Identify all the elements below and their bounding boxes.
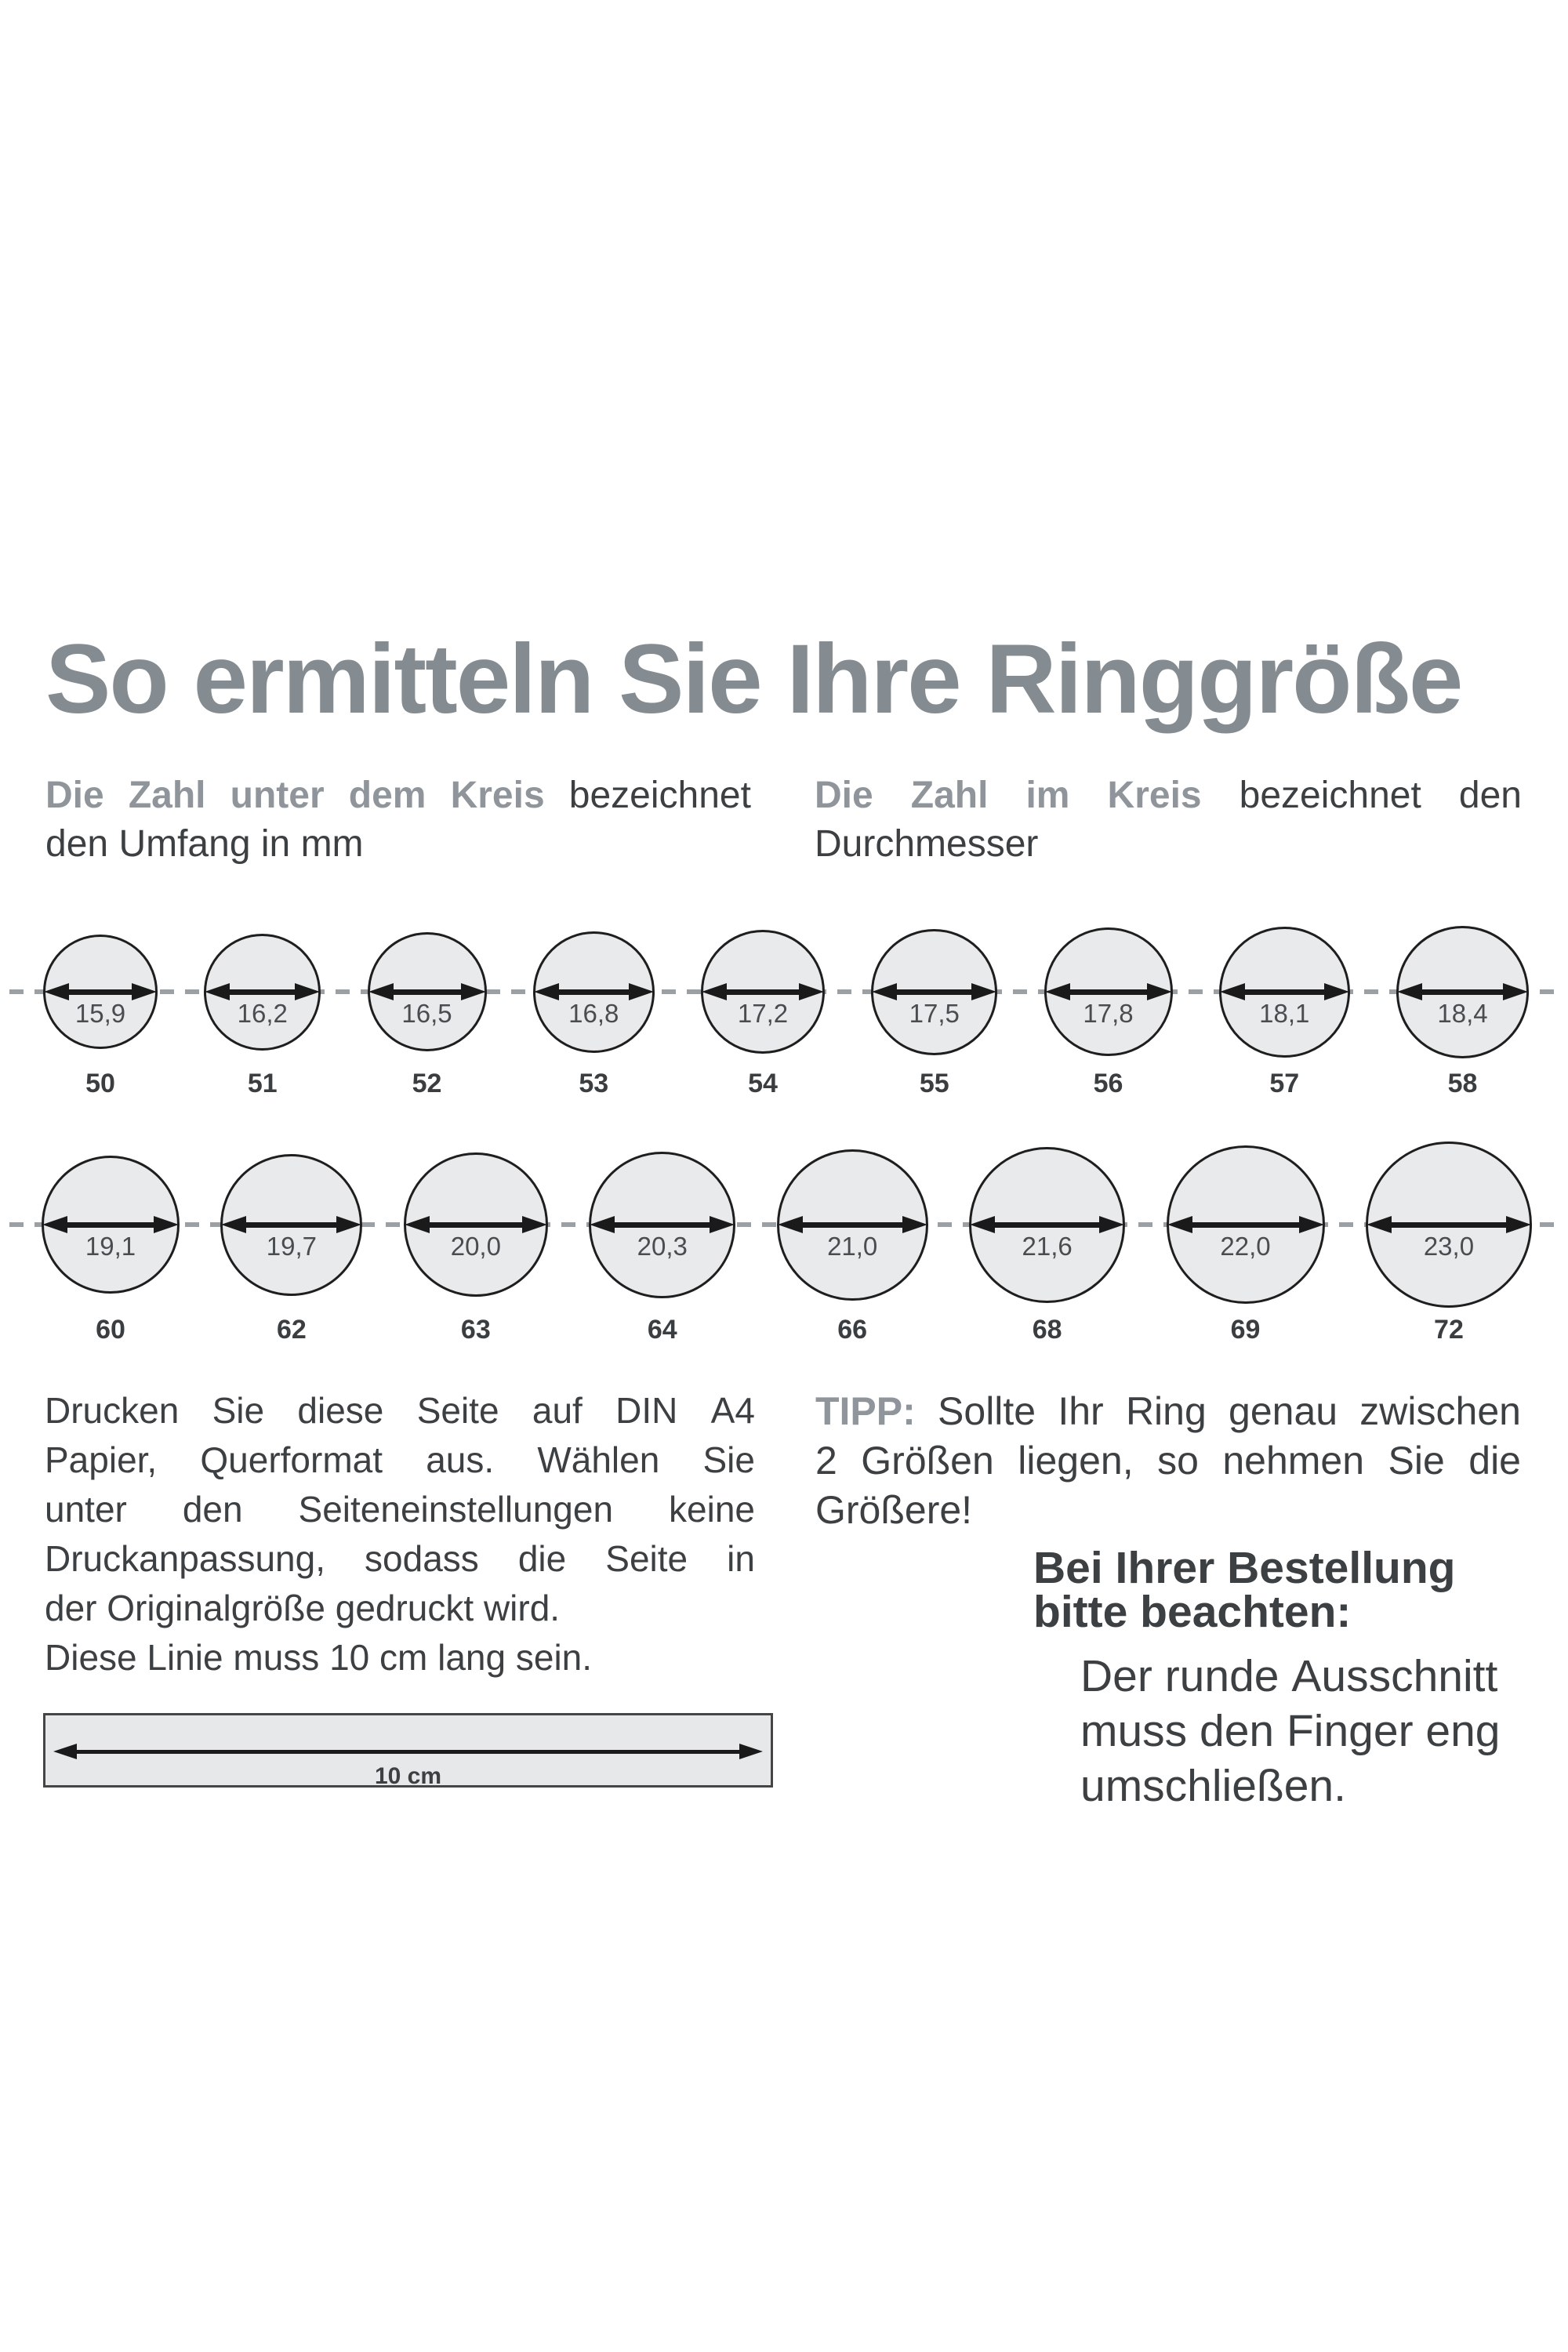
text-word: 2 (815, 1439, 837, 1483)
circle-slot (871, 925, 997, 1058)
text-word: wird. (483, 1588, 561, 1628)
text-word: Papier, (45, 1439, 158, 1480)
text-line (815, 1387, 1521, 1436)
circle-slot (42, 1142, 180, 1308)
diameter-mm-value: 20,3 (637, 1232, 688, 1261)
lead-text: Die (815, 775, 873, 816)
text-word: so (1157, 1439, 1199, 1483)
text-line (815, 1486, 1521, 1535)
arrow-right-head-icon (154, 1216, 179, 1233)
diameter-mm-value: 16,2 (237, 999, 288, 1028)
ring-cutout-circle (1167, 1145, 1325, 1304)
text-word: Größere! (815, 1488, 973, 1532)
arrow-left-head-icon (1045, 983, 1070, 1000)
ring-cutout-circle (1366, 1142, 1532, 1308)
text-word: aus. (426, 1439, 495, 1480)
arrow-left-head-icon (778, 1216, 803, 1233)
print-instructions (45, 1386, 755, 1682)
ruler-length-label: 10 cm (374, 1763, 442, 1789)
text-word: Seiteneinstellungen (298, 1489, 614, 1530)
text-word: Sie (1388, 1439, 1445, 1483)
text-word: den (1458, 775, 1522, 816)
text-word: keine (669, 1489, 755, 1530)
text-line (45, 1534, 755, 1584)
circumference-size-value: 69 (1230, 1315, 1261, 1345)
text-word: den (1200, 1706, 1275, 1756)
text-word: sodass (365, 1538, 479, 1579)
text-line (1080, 1759, 1501, 1813)
diameter-arrow-icon (44, 983, 157, 1000)
ring-cutout-circle (204, 934, 321, 1051)
arrow-left-head-icon (1397, 983, 1422, 1000)
text-line (1080, 1704, 1501, 1759)
text-word: genau (1229, 1389, 1338, 1433)
text-line (45, 1386, 755, 1436)
circle-slot (1366, 1142, 1532, 1308)
arrow-shaft (245, 1222, 338, 1228)
arrow-shaft (66, 1222, 155, 1228)
circumference-size-value: 72 (1434, 1315, 1464, 1345)
diameter-arrow-icon (42, 1216, 179, 1233)
text-word: den (182, 1489, 243, 1530)
text-word: Linie (147, 1637, 223, 1678)
circumference-size-value: 66 (837, 1315, 868, 1345)
arrow-left-head-icon (702, 983, 727, 1000)
text-word: in (260, 823, 291, 865)
ring-size-item (1167, 1142, 1325, 1345)
text-word: Ihrer (1115, 1543, 1215, 1593)
circumference-size-value: 63 (460, 1315, 491, 1345)
circle-slot (1219, 925, 1350, 1058)
text-word: Sie (212, 1390, 265, 1431)
text-word: gedruckt (335, 1588, 474, 1628)
text-word: auf (532, 1390, 583, 1431)
text-word: lang (437, 1637, 506, 1678)
ring-cutout-circle (533, 931, 655, 1053)
ring-size-item (43, 925, 158, 1099)
arrow-shaft (1421, 989, 1504, 995)
arrow-right-head-icon (799, 983, 824, 1000)
arrow-right-head-icon (739, 1744, 763, 1759)
text-word: muss (233, 1637, 320, 1678)
diameter-arrow-icon (702, 983, 824, 1000)
text-word: Originalgröße (107, 1588, 325, 1628)
diameter-arrow-icon (1397, 983, 1528, 1000)
ring-size-row-2 (42, 1142, 1532, 1345)
text-line (45, 1584, 755, 1633)
diameter-mm-value: 19,7 (266, 1232, 318, 1261)
text-word: die (517, 1538, 567, 1579)
arrow-shaft (725, 989, 800, 995)
tip-note (815, 1387, 1521, 1535)
ring-size-item (1044, 925, 1173, 1099)
text-word: die (1468, 1439, 1521, 1483)
circumference-size-value: 51 (247, 1069, 278, 1098)
ring-size-item (1396, 925, 1529, 1099)
circle-slot (43, 925, 158, 1058)
order-note-body (1080, 1649, 1501, 1813)
arrow-shaft (1243, 989, 1326, 995)
text-word: Seite (416, 1390, 499, 1431)
ring-size-item (701, 925, 825, 1099)
diameter-mm-value: 16,5 (401, 999, 452, 1028)
arrow-left-head-icon (44, 983, 69, 1000)
text-word: Sie (702, 1439, 755, 1480)
text-word: den (45, 823, 109, 865)
arrow-right-head-icon (1147, 983, 1172, 1000)
text-word: diese (297, 1390, 384, 1431)
ruler-arrow-icon (53, 1744, 763, 1759)
ring-size-item (368, 925, 487, 1099)
ring-size-item (1219, 925, 1350, 1099)
arrow-left-head-icon (1167, 1216, 1192, 1233)
arrow-left-head-icon (42, 1216, 67, 1233)
ring-cutout-circle (589, 1152, 735, 1298)
diameter-arrow-icon (778, 1216, 927, 1233)
lead-text: Zahl (910, 775, 989, 816)
circumference-size-value: 68 (1032, 1315, 1062, 1345)
arrow-shaft (895, 989, 973, 995)
diameter-arrow-icon (534, 983, 654, 1000)
circle-slot (1167, 1142, 1325, 1308)
text-word: Querformat (200, 1439, 383, 1480)
circle-slot (1044, 925, 1173, 1058)
ring-cutout-circle (404, 1152, 548, 1297)
arrow-shaft (228, 989, 296, 995)
arrow-left-head-icon (534, 983, 559, 1000)
circumference-size-value: 52 (412, 1069, 442, 1098)
arrow-right-head-icon (132, 983, 157, 1000)
diameter-mm-value: 19,1 (85, 1232, 136, 1261)
arrow-shaft (1191, 1222, 1301, 1228)
text-word: Seite (605, 1538, 688, 1579)
text-word: Sollte (938, 1389, 1036, 1433)
text-word: in (727, 1538, 755, 1579)
text-word: Der (1080, 1651, 1152, 1701)
diameter-mm-value: 20,0 (450, 1232, 501, 1261)
arrow-shaft (1069, 989, 1149, 995)
ring-cutout-circle (871, 929, 997, 1055)
circle-slot (1396, 925, 1529, 1058)
text-word: sein. (515, 1637, 593, 1678)
circle-slot (368, 925, 487, 1058)
text-word: Ring (1125, 1389, 1207, 1433)
text-line (45, 1633, 755, 1682)
diameter-mm-value: 17,8 (1083, 999, 1134, 1028)
intro-diameter-note (815, 771, 1522, 869)
diameter-arrow-icon (1220, 983, 1349, 1000)
diameter-mm-value: 17,5 (909, 999, 960, 1028)
text-word: A4 (710, 1390, 755, 1431)
text-word: liegen, (1018, 1439, 1134, 1483)
diameter-mm-value: 22,0 (1220, 1232, 1271, 1261)
arrow-shaft (993, 1222, 1101, 1228)
lead-text: Kreis (1107, 775, 1202, 816)
arrow-right-head-icon (295, 983, 320, 1000)
ring-size-item (220, 1142, 362, 1345)
ring-cutout-circle (43, 935, 158, 1049)
arrow-right-head-icon (1503, 983, 1528, 1000)
arrow-right-head-icon (461, 983, 486, 1000)
diameter-arrow-icon (590, 1216, 735, 1233)
intro-circumference-note (45, 771, 751, 869)
text-word: Bei (1033, 1543, 1103, 1593)
circle-slot (220, 1142, 362, 1308)
circumference-size-value: 64 (647, 1315, 677, 1345)
circumference-size-value: 62 (277, 1315, 307, 1345)
arrow-right-head-icon (1299, 1216, 1324, 1233)
arrow-left-head-icon (368, 983, 394, 1000)
arrow-left-head-icon (872, 983, 897, 1000)
text-word: nehmen (1222, 1439, 1365, 1483)
text-word: Drucken (45, 1390, 180, 1431)
diameter-mm-value: 23,0 (1423, 1232, 1475, 1261)
circumference-size-value: 56 (1093, 1069, 1123, 1098)
text-word: Diese (45, 1637, 137, 1678)
lead-text: TIPP: (815, 1389, 916, 1433)
arrow-shaft (801, 1222, 904, 1228)
diameter-arrow-icon (970, 1216, 1124, 1233)
ring-cutout-circle (1219, 927, 1350, 1058)
arrow-right-head-icon (522, 1216, 547, 1233)
ring-size-item (871, 925, 997, 1099)
circumference-size-value: 50 (85, 1069, 115, 1098)
text-word: bezeichnet (568, 775, 751, 816)
diameter-arrow-icon (1367, 1216, 1531, 1233)
lead-text: Zahl (128, 775, 206, 816)
diameter-mm-value: 18,4 (1437, 999, 1488, 1028)
circle-slot (404, 1142, 548, 1308)
ring-cutout-circle (701, 930, 825, 1054)
diameter-arrow-icon (221, 1216, 361, 1233)
arrow-left-head-icon (970, 1216, 995, 1233)
text-word: Größen (861, 1439, 994, 1483)
diameter-mm-value: 21,6 (1022, 1232, 1073, 1261)
arrow-right-head-icon (336, 1216, 361, 1233)
text-word: mm (300, 823, 364, 865)
text-word: bezeichnet (1239, 775, 1421, 816)
arrow-shaft (1390, 1222, 1508, 1228)
lead-text: Kreis (450, 775, 545, 816)
diameter-arrow-icon (405, 1216, 547, 1233)
text-word: Ausschnitt (1291, 1651, 1498, 1701)
text-line (815, 1436, 1521, 1486)
circle-slot (589, 1142, 735, 1308)
arrow-left-head-icon (405, 1216, 430, 1233)
order-note-heading (1033, 1543, 1456, 1637)
circumference-size-value: 58 (1447, 1069, 1478, 1098)
text-word: cm (379, 1637, 428, 1678)
ring-size-item (42, 1142, 180, 1345)
lead-text: unter (230, 775, 325, 816)
arrow-shaft (392, 989, 463, 995)
diameter-arrow-icon (1167, 1216, 1324, 1233)
diameter-mm-value: 18,1 (1259, 999, 1310, 1028)
text-word: zwischen (1359, 1389, 1521, 1433)
circle-slot (777, 1142, 928, 1308)
text-word: der (45, 1588, 97, 1628)
diameter-mm-value: 15,9 (74, 999, 126, 1028)
ring-size-item (777, 1142, 928, 1345)
text-line (815, 820, 1522, 869)
arrow-right-head-icon (1506, 1216, 1531, 1233)
ring-cutout-circle (1044, 927, 1173, 1056)
text-word: Finger (1286, 1706, 1414, 1756)
text-line (45, 1485, 755, 1534)
diameter-arrow-icon (872, 983, 996, 1000)
lead-text: im (1025, 775, 1070, 816)
text-line (45, 1436, 755, 1485)
text-word: beachten: (1140, 1587, 1352, 1637)
circle-slot (701, 925, 825, 1058)
arrow-right-head-icon (710, 1216, 735, 1233)
text-word: Wählen (537, 1439, 660, 1480)
text-word: Druckanpassung, (45, 1538, 325, 1579)
circumference-size-value: 60 (96, 1315, 125, 1345)
text-word: unter (45, 1489, 127, 1530)
diameter-arrow-icon (1045, 983, 1172, 1000)
arrow-shaft (67, 989, 133, 995)
ring-size-item (1366, 1142, 1532, 1345)
circumference-size-value: 55 (919, 1069, 949, 1098)
text-line (1033, 1587, 1456, 1637)
ring-size-item (969, 1142, 1125, 1345)
arrow-right-head-icon (971, 983, 996, 1000)
diameter-mm-value: 21,0 (827, 1232, 878, 1261)
arrow-shaft (557, 989, 630, 995)
text-word: 10 (329, 1637, 370, 1678)
circle-slot (969, 1142, 1125, 1308)
arrow-left-head-icon (221, 1216, 246, 1233)
ring-cutout-circle (969, 1147, 1125, 1303)
arrow-shaft (428, 1222, 524, 1228)
text-line (815, 771, 1522, 820)
text-word: Ihr (1058, 1389, 1104, 1433)
arrow-shaft (75, 1750, 741, 1754)
arrow-left-head-icon (1367, 1216, 1392, 1233)
diameter-arrow-icon (368, 983, 486, 1000)
arrow-shaft (613, 1222, 711, 1228)
lead-text: Die (45, 775, 104, 816)
arrow-left-head-icon (590, 1216, 615, 1233)
page-title: So ermitteln Sie Ihre Ringgröße (45, 625, 1462, 734)
text-word: DIN (615, 1390, 678, 1431)
ring-size-item (204, 925, 321, 1099)
arrow-left-head-icon (1220, 983, 1245, 1000)
text-word: Durchmesser (815, 823, 1039, 865)
arrow-right-head-icon (629, 983, 654, 1000)
ring-size-item (404, 1142, 548, 1345)
circle-slot (533, 925, 655, 1058)
ring-size-item (533, 925, 655, 1099)
circumference-size-value: 53 (579, 1069, 609, 1098)
arrow-left-head-icon (205, 983, 230, 1000)
text-line (45, 820, 751, 869)
text-word: Umfang (118, 823, 251, 865)
text-word: bitte (1033, 1587, 1128, 1637)
ring-size-row-1 (43, 925, 1529, 1099)
ring-cutout-circle (42, 1156, 180, 1294)
text-word: muss (1080, 1706, 1188, 1756)
ring-cutout-circle (220, 1154, 362, 1296)
text-word: Bestellung (1227, 1543, 1456, 1593)
arrow-right-head-icon (902, 1216, 927, 1233)
circumference-size-value: 54 (748, 1069, 778, 1098)
ring-size-item (589, 1142, 735, 1345)
ring-cutout-circle (777, 1149, 928, 1301)
diameter-arrow-icon (205, 983, 320, 1000)
arrow-right-head-icon (1324, 983, 1349, 1000)
text-line (45, 771, 751, 820)
ruler-bar (43, 1713, 773, 1788)
text-word: runde (1164, 1651, 1279, 1701)
arrow-right-head-icon (1099, 1216, 1124, 1233)
arrow-left-head-icon (53, 1744, 77, 1759)
text-word: eng (1425, 1706, 1501, 1756)
text-line (1033, 1543, 1456, 1593)
text-word: umschließen. (1080, 1761, 1346, 1811)
text-line (1080, 1649, 1501, 1704)
circumference-size-value: 57 (1269, 1069, 1300, 1098)
diameter-mm-value: 16,8 (568, 999, 619, 1028)
diameter-mm-value: 17,2 (737, 999, 789, 1028)
ring-cutout-circle (368, 932, 487, 1051)
circle-slot (204, 925, 321, 1058)
ring-cutout-circle (1396, 926, 1529, 1058)
lead-text: dem (348, 775, 426, 816)
